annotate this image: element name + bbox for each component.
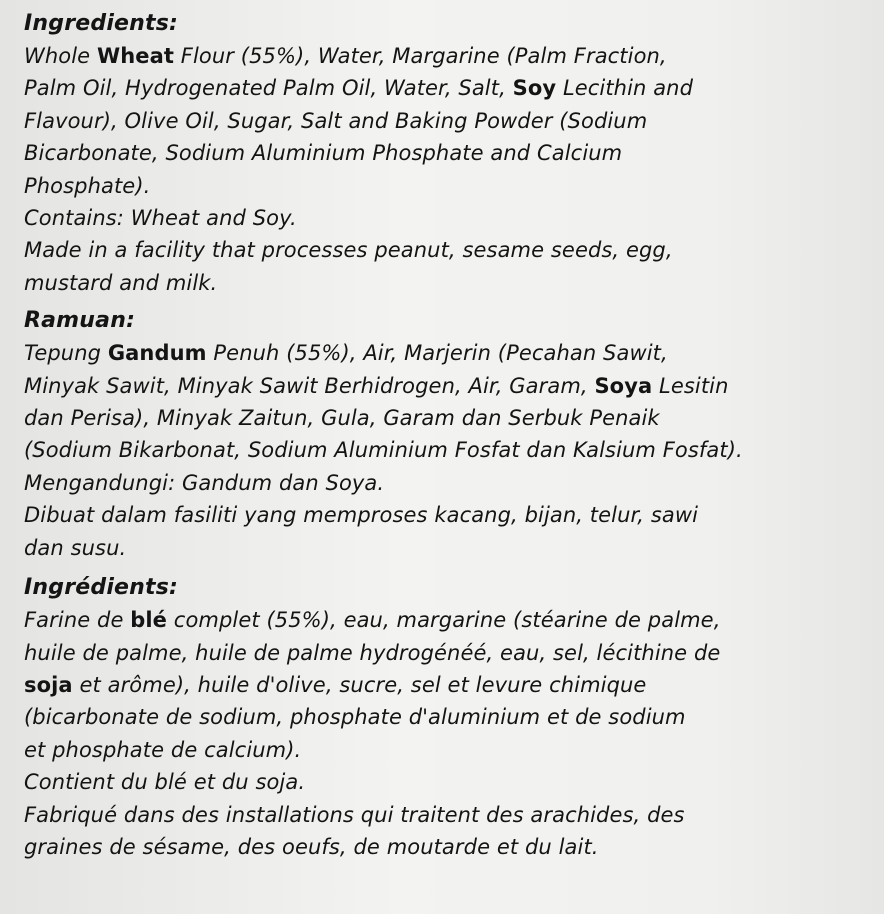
section-heading: Ingrédients: (24, 575, 179, 601)
allergen-contains: Mengandungi: Gandum dan Soya. (24, 470, 385, 495)
section-french (24, 572, 856, 863)
ingredient-text: Lesitin dan Perisa), Minyak Zaitun, Gula, Garam dan Serbuk Penaik (Sodium Bikarbonat, Sodium Aluminium Fosfat dan Kalsium Fosfat). (24, 373, 743, 463)
facility-statement: Fabriqué dans des installations qui traitent des arachides, des graines de sésame, des oeufs, de moutarde et du lait. (24, 802, 685, 859)
ingredient-list (24, 337, 856, 467)
allergen-highlight: Soy (512, 76, 557, 101)
section-heading: Ingredients: (24, 11, 179, 36)
allergen-contains: Contains: Wheat and Soy. (24, 206, 297, 231)
allergen-highlight: Soya (594, 373, 653, 398)
ingredient-text: complet (55%), eau, margarine (stéarine de palme, huile de palme, huile de palme hydrogénéé, eau, sel, lécithine de (24, 608, 721, 665)
ingredient-list (24, 604, 856, 766)
facility-statement: Made in a facility that processes peanut, sesame seeds, egg, mustard and milk. (24, 238, 673, 295)
ingredient-text: Lecithin and Flavour), Olive Oil, Sugar, Salt and Baking Powder (Sodium Bicarbonate, Sodium Aluminium Phosphate and Calcium Phosphate). (24, 76, 694, 198)
ingredient-text: Penuh (55%), Air, Marjerin (Pecahan Sawit, Minyak Sawit, Minyak Sawit Berhidrogen, Air, Garam, (24, 341, 668, 398)
ingredient-list (24, 40, 856, 202)
section-malay (24, 305, 856, 564)
ingredient-text: Tepung (24, 341, 108, 366)
allergen-highlight: Gandum (107, 341, 207, 366)
ingredient-text: Whole (24, 44, 97, 68)
section-english (24, 8, 856, 299)
section-heading: Ramuan: (24, 308, 136, 334)
section-gap (24, 564, 856, 572)
facility-statement: Dibuat dalam fasiliti yang memproses kacang, bijan, telur, sawi dan susu. (24, 503, 699, 560)
ingredient-text: et arôme), huile d'olive, sucre, sel et levure chimique (bicarbonate de sodium, phosphate d'aluminium et de sodium et phosphate de calcium). (24, 672, 686, 762)
allergen-highlight: blé (130, 608, 168, 633)
ingredient-text: Flour (55%), Water, Margarine (Palm Fraction, Palm Oil, Hydrogenated Palm Oil, Water, Salt, (24, 44, 667, 101)
allergen-highlight: soja (24, 672, 73, 697)
ingredient-text: Farine de (24, 608, 131, 633)
allergen-contains: Contient du blé et du soja. (24, 770, 306, 795)
allergen-highlight: Wheat (96, 44, 175, 68)
